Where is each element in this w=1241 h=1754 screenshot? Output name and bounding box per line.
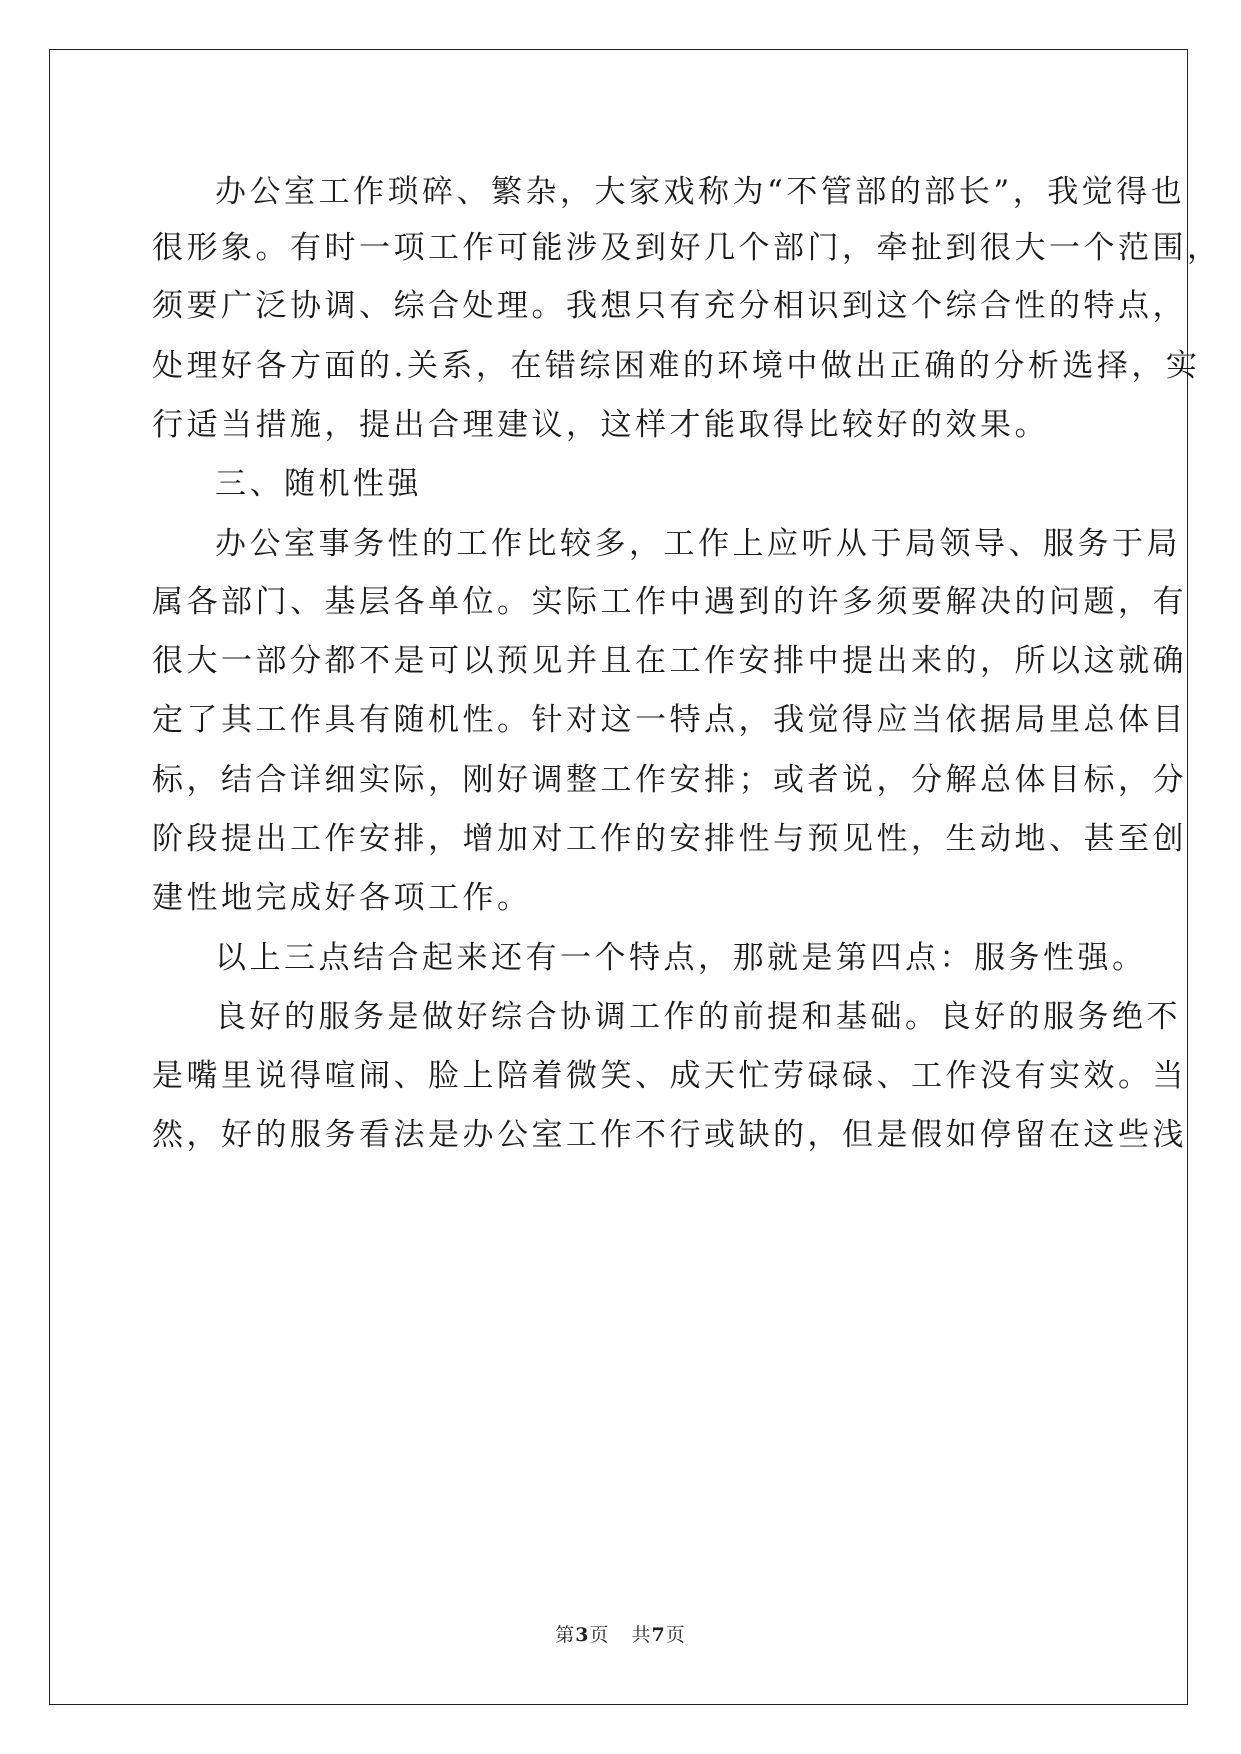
page-footer xyxy=(0,1620,1241,1647)
paragraph-line: 很形象。有时一项工作可能涉及到好几个部门，牵扯到很大一个范围， xyxy=(152,230,1222,266)
paragraph-line: 良好的服务是做好综合协调工作的前提和基础。良好的服务绝不 xyxy=(215,999,1181,1035)
paragraph-line: 阶段提出工作安排，增加对工作的安排性与预见性，生动地、甚至创 xyxy=(152,821,1187,857)
total-pages: 7 xyxy=(651,1624,666,1646)
page-number: 3 xyxy=(575,1624,590,1646)
paragraph-line: 很大一部分都不是可以预见并且在工作安排中提出来的，所以这就确 xyxy=(152,643,1187,679)
paragraph-line: 行适当措施，提出合理建议，这样才能取得比较好的效果。 xyxy=(152,407,1049,443)
section-heading: 三、随机性强 xyxy=(215,466,422,502)
paragraph-line: 须要广泛协调、综合处理。我想只有充分相识到这个综合性的特点， xyxy=(152,288,1187,324)
paragraph-line: 标，结合详细实际，刚好调整工作安排；或者说，分解总体目标，分 xyxy=(152,762,1187,798)
paragraph-line: 是嘴里说得喧闹、脸上陪着微笑、成天忙劳碌碌、工作没有实效。当 xyxy=(152,1058,1187,1094)
page-prefix: 第 xyxy=(555,1624,576,1646)
paragraph-line: 办公室事务性的工作比较多，工作上应听从于局领导、服务于局 xyxy=(215,526,1181,562)
total-prefix: 共 xyxy=(631,1624,652,1646)
total-suffix: 页 xyxy=(665,1624,686,1646)
paragraph-line: 处理好各方面的.关系，在错综困难的环境中做出正确的分析选择，实 xyxy=(152,348,1201,384)
paragraph-line: 以上三点结合起来还有一个特点，那就是第四点：服务性强。 xyxy=(215,940,1147,976)
paragraph-line: 属各部门、基层各单位。实际工作中遇到的许多须要解决的问题，有 xyxy=(152,584,1187,620)
paragraph-line: 建性地完成好各项工作。 xyxy=(152,880,532,916)
paragraph-line: 办公室工作琐碎、繁杂，大家戏称为“不管部的部长”，我觉得也 xyxy=(215,174,1186,210)
paragraph-line: 定了其工作具有随机性。针对这一特点，我觉得应当依据局里总体目 xyxy=(152,702,1187,738)
paragraph-line: 然，好的服务看法是办公室工作不行或缺的，但是假如停留在这些浅 xyxy=(152,1117,1187,1153)
page-suffix: 页 xyxy=(589,1624,610,1646)
